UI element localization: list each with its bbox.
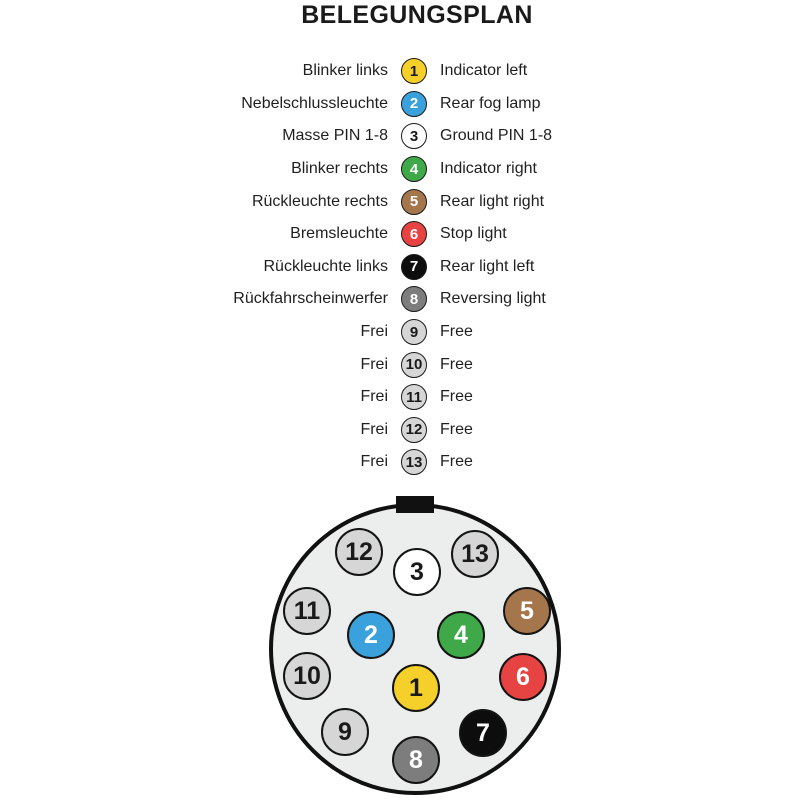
- pin-number-badge: 13: [401, 449, 427, 475]
- pin-number-badge: 12: [401, 417, 427, 443]
- legend-label-de: Frei: [360, 420, 388, 438]
- legend-label-en: Ground PIN 1-8: [440, 127, 553, 145]
- connector-pin-7: 7: [459, 709, 507, 757]
- page-title: BELEGUNGSPLAN: [301, 1, 533, 29]
- pin-number-badge: 1: [401, 58, 427, 84]
- pin-number-badge: 2: [401, 91, 427, 117]
- connector-keyway-notch: [396, 496, 434, 513]
- legend-label-de: Frei: [360, 388, 388, 406]
- legend-label-de: Bremsleuchte: [290, 225, 388, 243]
- legend-label-en: Free: [440, 453, 473, 471]
- pin-number-badge: 4: [401, 156, 427, 182]
- legend-label-de: Masse PIN 1-8: [282, 127, 388, 145]
- connector-pin-4: 4: [437, 611, 485, 659]
- pin-number-badge: 3: [401, 123, 427, 149]
- legend-label-en: Reversing light: [440, 290, 546, 308]
- legend-label-de: Blinker links: [302, 62, 388, 80]
- connector-pin-13: 13: [451, 530, 499, 578]
- pin-number-badge: 6: [401, 221, 427, 247]
- legend-label-en: Free: [440, 323, 473, 341]
- legend-label-de: Blinker rechts: [291, 160, 388, 178]
- pin-number-badge: 5: [401, 189, 427, 215]
- pin-number-badge: 7: [401, 254, 427, 280]
- legend-label-en: Free: [440, 355, 473, 373]
- legend: [218, 55, 610, 479]
- pin-number-badge: 10: [401, 352, 427, 378]
- legend-label-en: Rear light left: [440, 257, 535, 275]
- legend-label-de: Frei: [360, 355, 388, 373]
- connector-pin-5: 5: [503, 587, 551, 635]
- legend-label-en: Indicator right: [440, 160, 537, 178]
- legend-label-en: Free: [440, 420, 473, 438]
- legend-label-en: Free: [440, 388, 473, 406]
- legend-label-de: Rückleuchte links: [263, 257, 388, 275]
- connector-pin-6: 6: [499, 653, 547, 701]
- legend-label-de: Nebelschlussleuchte: [241, 94, 388, 112]
- legend-label-en: Stop light: [440, 225, 507, 243]
- legend-label-en: Indicator left: [440, 62, 528, 80]
- connector-pin-3: 3: [393, 548, 441, 596]
- pin-number-badge: 8: [401, 286, 427, 312]
- legend-label-en: Rear fog lamp: [440, 94, 541, 112]
- connector-pin-11: 11: [283, 587, 331, 635]
- legend-label-de: Rückleuchte rechts: [251, 192, 388, 210]
- legend-label-de: Frei: [360, 323, 388, 341]
- connector-pin-8: 8: [392, 736, 440, 784]
- connector-pin-9: 9: [321, 708, 369, 756]
- connector-pin-12: 12: [335, 528, 383, 576]
- pin-number-badge: 9: [401, 319, 427, 345]
- pin-number-badge: 11: [401, 384, 427, 410]
- legend-label-de: Rückfahrscheinwerfer: [233, 290, 388, 308]
- legend-label-de: Frei: [360, 453, 388, 471]
- connector-pin-2: 2: [347, 611, 395, 659]
- connector-pin-10: 10: [283, 652, 331, 700]
- connector-pin-1: 1: [392, 664, 440, 712]
- legend-label-en: Rear light right: [440, 192, 545, 210]
